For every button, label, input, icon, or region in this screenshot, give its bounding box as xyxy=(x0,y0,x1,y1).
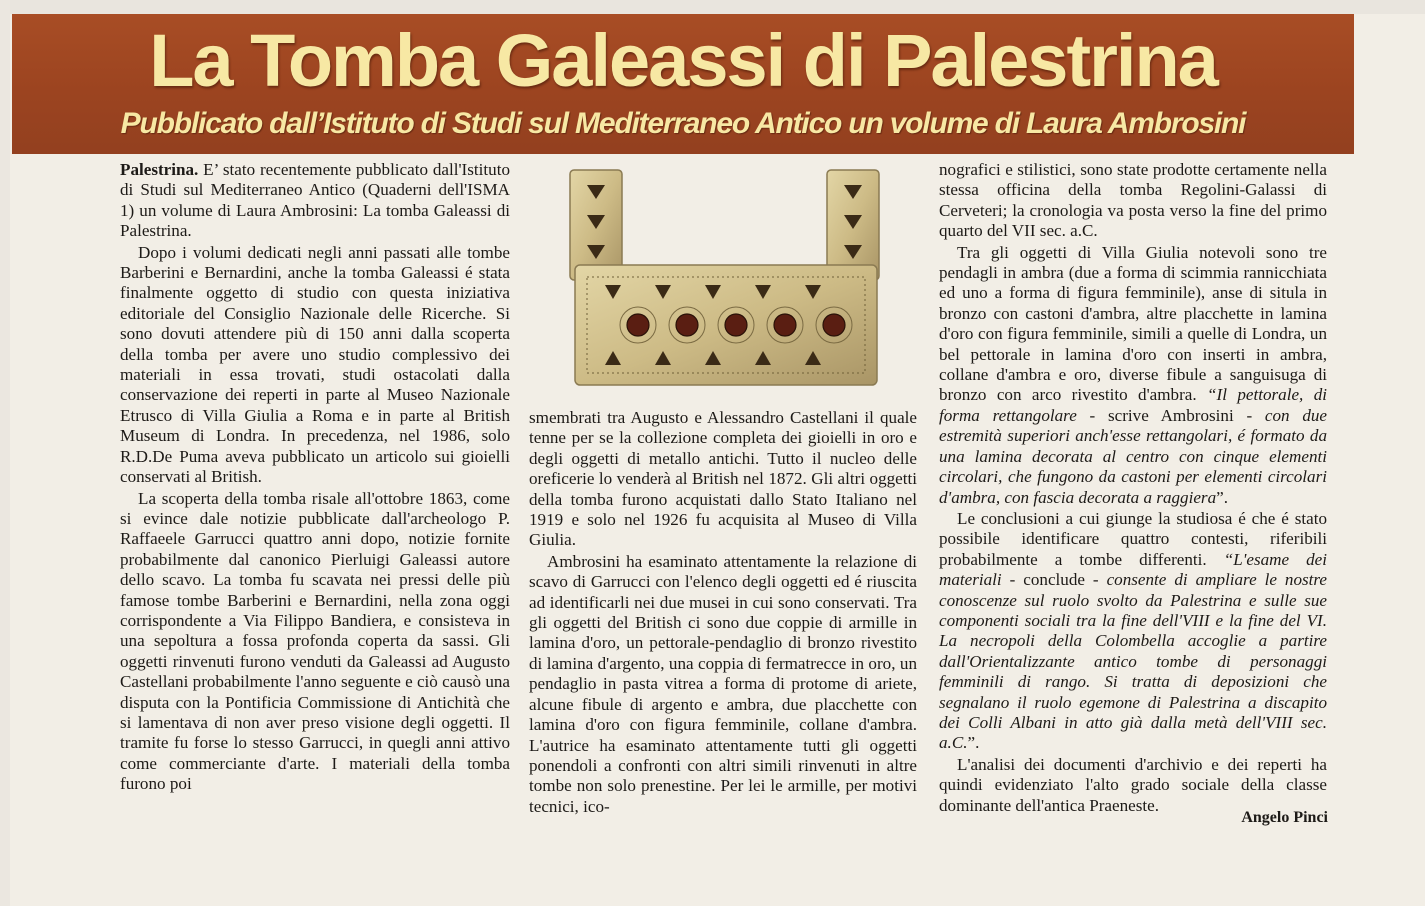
article-paragraph: smembrati tra Augusto e Alessandro Castellani il quale tenne per se la collezione completa dei gioielli in oro e degli oggetti di metallo antichi. Tutto il nucleo delle oreficerie lo venderà al British nel 1872. Gli altri oggetti della tomba furono acquistati dallo Stato Italiano nel 1919 e solo nel 1926 fu acquisita al Museo di Villa Giulia. xyxy=(529,408,917,550)
dateline: Palestrina. xyxy=(120,160,199,179)
paragraph-text: - scrive Ambrosini - xyxy=(1076,405,1265,425)
article-paragraph: La scoperta della tomba risale all'ottobre 1863, come si evince dale notizie pubblicate dall'archeologo P. Raffaeele Garrucci quattro anni dopo, notizie fornite probabilmente dal canonico Pierluigi Galeassi autore dello scavo. La tomba fu scavata nei pressi delle più famose tombe Barberini e Bernardini, nella zona oggi corrispondente a Via Filippo Bandiera, e consisteva in una sepoltura a fossa profonda coperta da sassi. Gli oggetti rinvenuti furono venduti da Galeassi ad Augusto Castellani probabilmente l'anno seguente e ciò causò una disputa con la Pontificia Commissione di Antichità che si lamentava di non aver preso visione degli oggetti. Il tramite fu forse lo stesso Garrucci, in quegli anni attivo come commerciante d'arte. I materiali della tomba furono poi xyxy=(120,488,510,794)
article-paragraph: Dopo i volumi dedicati negli anni passati alle tombe Barberini e Bernardini, anche la tomba Galeassi é stata finalmente oggetto di studio con questa iniziativa editoriale del Consiglio Nazionale delle Ricerche. Si sono dovuti attendere più di 150 anni dalla scoperta della tomba per avere uno studio complessivo dei materiali in essa trovati, studi ostacolati dalla conservazione dei reperti in parte al Museo Nazionale Etrusco di Villa Giulia a Roma e in parte al British Museum di Londra. In precedenza, nel 1986, solo R.D.De Puma aveva pubblicato un articolo sui gioielli conservati al British. xyxy=(120,242,510,487)
article-paragraph: L'analisi dei documenti d'archivio e dei reperti ha quindi evidenziato l'alto grado sociale della classe dominante dell'antica Praeneste. xyxy=(939,754,1327,815)
page-title: La Tomba Galeassi di Palestrina xyxy=(149,19,1217,102)
quote-text: “Il pettorale, di forma rettangolare xyxy=(939,385,1327,425)
page-subtitle: Pubblicato dall’Istituto di Studi sul Mediterraneo Antico un volume di Laura Ambrosini xyxy=(120,107,1246,140)
paragraph-text: E’ stato recentemente pubblicato dall'Istituto di Studi sul Mediterraneo Antico (Quaderni dell'ISMA 1) un volume di Laura Ambrosini: La tomba Galeassi di Palestrina. xyxy=(120,160,510,241)
header-band xyxy=(12,14,1354,154)
article-paragraph: nografici e stilistici, sono state prodotte certamente nella stessa officina della tomba Regolini-Galassi di Cerveteri; la cronologia va posta verso la fine del primo quarto del VII sec. a.C. xyxy=(939,160,1327,241)
paragraph-text: ”. xyxy=(1216,487,1229,507)
quote-text: “L'esame dei materiali xyxy=(939,549,1327,590)
quote-text: con due estremità superiori anch'esse rettangolari, é formato da una lamina decorata al centro con cinque elementi circolari, che fungono da castoni per elementi circolari d'ambra, con fascia decorata a raggiera xyxy=(939,405,1327,507)
page-top-edge xyxy=(0,0,1425,14)
page-left-edge xyxy=(0,0,10,906)
article-paragraph xyxy=(120,160,510,242)
article-paragraph xyxy=(939,509,1327,754)
quote-text: consente di ampliare le nostre conoscenze sul ruolo svolto da Palestrina e sulle sue componenti sociali tra la fine dell'VIII e la fine del VI. La necropoli della Colombella accoglie a partire dall'Orientalizzante antico tombe di personaggi femminili di rango. Si tratta di deposizioni che segnalano il ruolo egemone di Palestrina a discapito dei Colli Albani in atto già dalla metà dell'VIII sec. a.C. xyxy=(939,570,1327,753)
article-column-1 xyxy=(120,160,510,795)
article-column-2 xyxy=(529,408,917,817)
article-column-3 xyxy=(939,160,1327,816)
article-paragraph xyxy=(939,243,1327,508)
article-paragraph: Ambrosini ha esaminato attentamente la relazione di scavo di Garrucci con l'elenco degli oggetti ed é riuscita ad identificarli nei due musei in cui sono conservati. Tra gli oggetti del British ci sono due coppie di armille in lamina d'oro, un pettorale-pendaglio di bronzo rivestito di lamina d'argento, una coppia di fermatrecce in oro, un pendaglio in pasta vitrea a forma di protome di ariete, alcune fibule di argento e ambra, due placchette con lamina d'oro con figura femminile, collane d'ambra. L'autrice ha esaminato attentamente tutti gli oggetti ponendoli a confronti con altri simili rinvenuti in altre tombe non solo prenestine. Per lei le armille, per motivi tecnici, ico- xyxy=(529,551,917,816)
author-signature: Angelo Pinci xyxy=(1241,809,1328,826)
paragraph-text: Le conclusioni a cui giunge la studiosa é che é stato possibile identificare quattro contesti, riferibili probabilmente a tombe differenti. xyxy=(939,508,1327,569)
paragraph-text: ”. xyxy=(967,733,980,753)
pectoral-artifact-photo xyxy=(565,165,890,395)
paragraph-text: - conclude - xyxy=(1001,570,1107,590)
paragraph-text: Tra gli oggetti di Villa Giulia notevoli sono tre pendagli in ambra (due a forma di scimmia rannicchiata ed uno a forma di figura femminile), anse di situla in bronzo con castoni d'ambra, altre placchette in lamina d'oro con figura femminile, simili a quelle di Londra, un bel pettorale in lamina d'oro con inserti in ambra, collane d'ambra e oro, diverse fibule a sanguisuga di bronzo con arco rivestito d'ambra. xyxy=(939,242,1327,405)
